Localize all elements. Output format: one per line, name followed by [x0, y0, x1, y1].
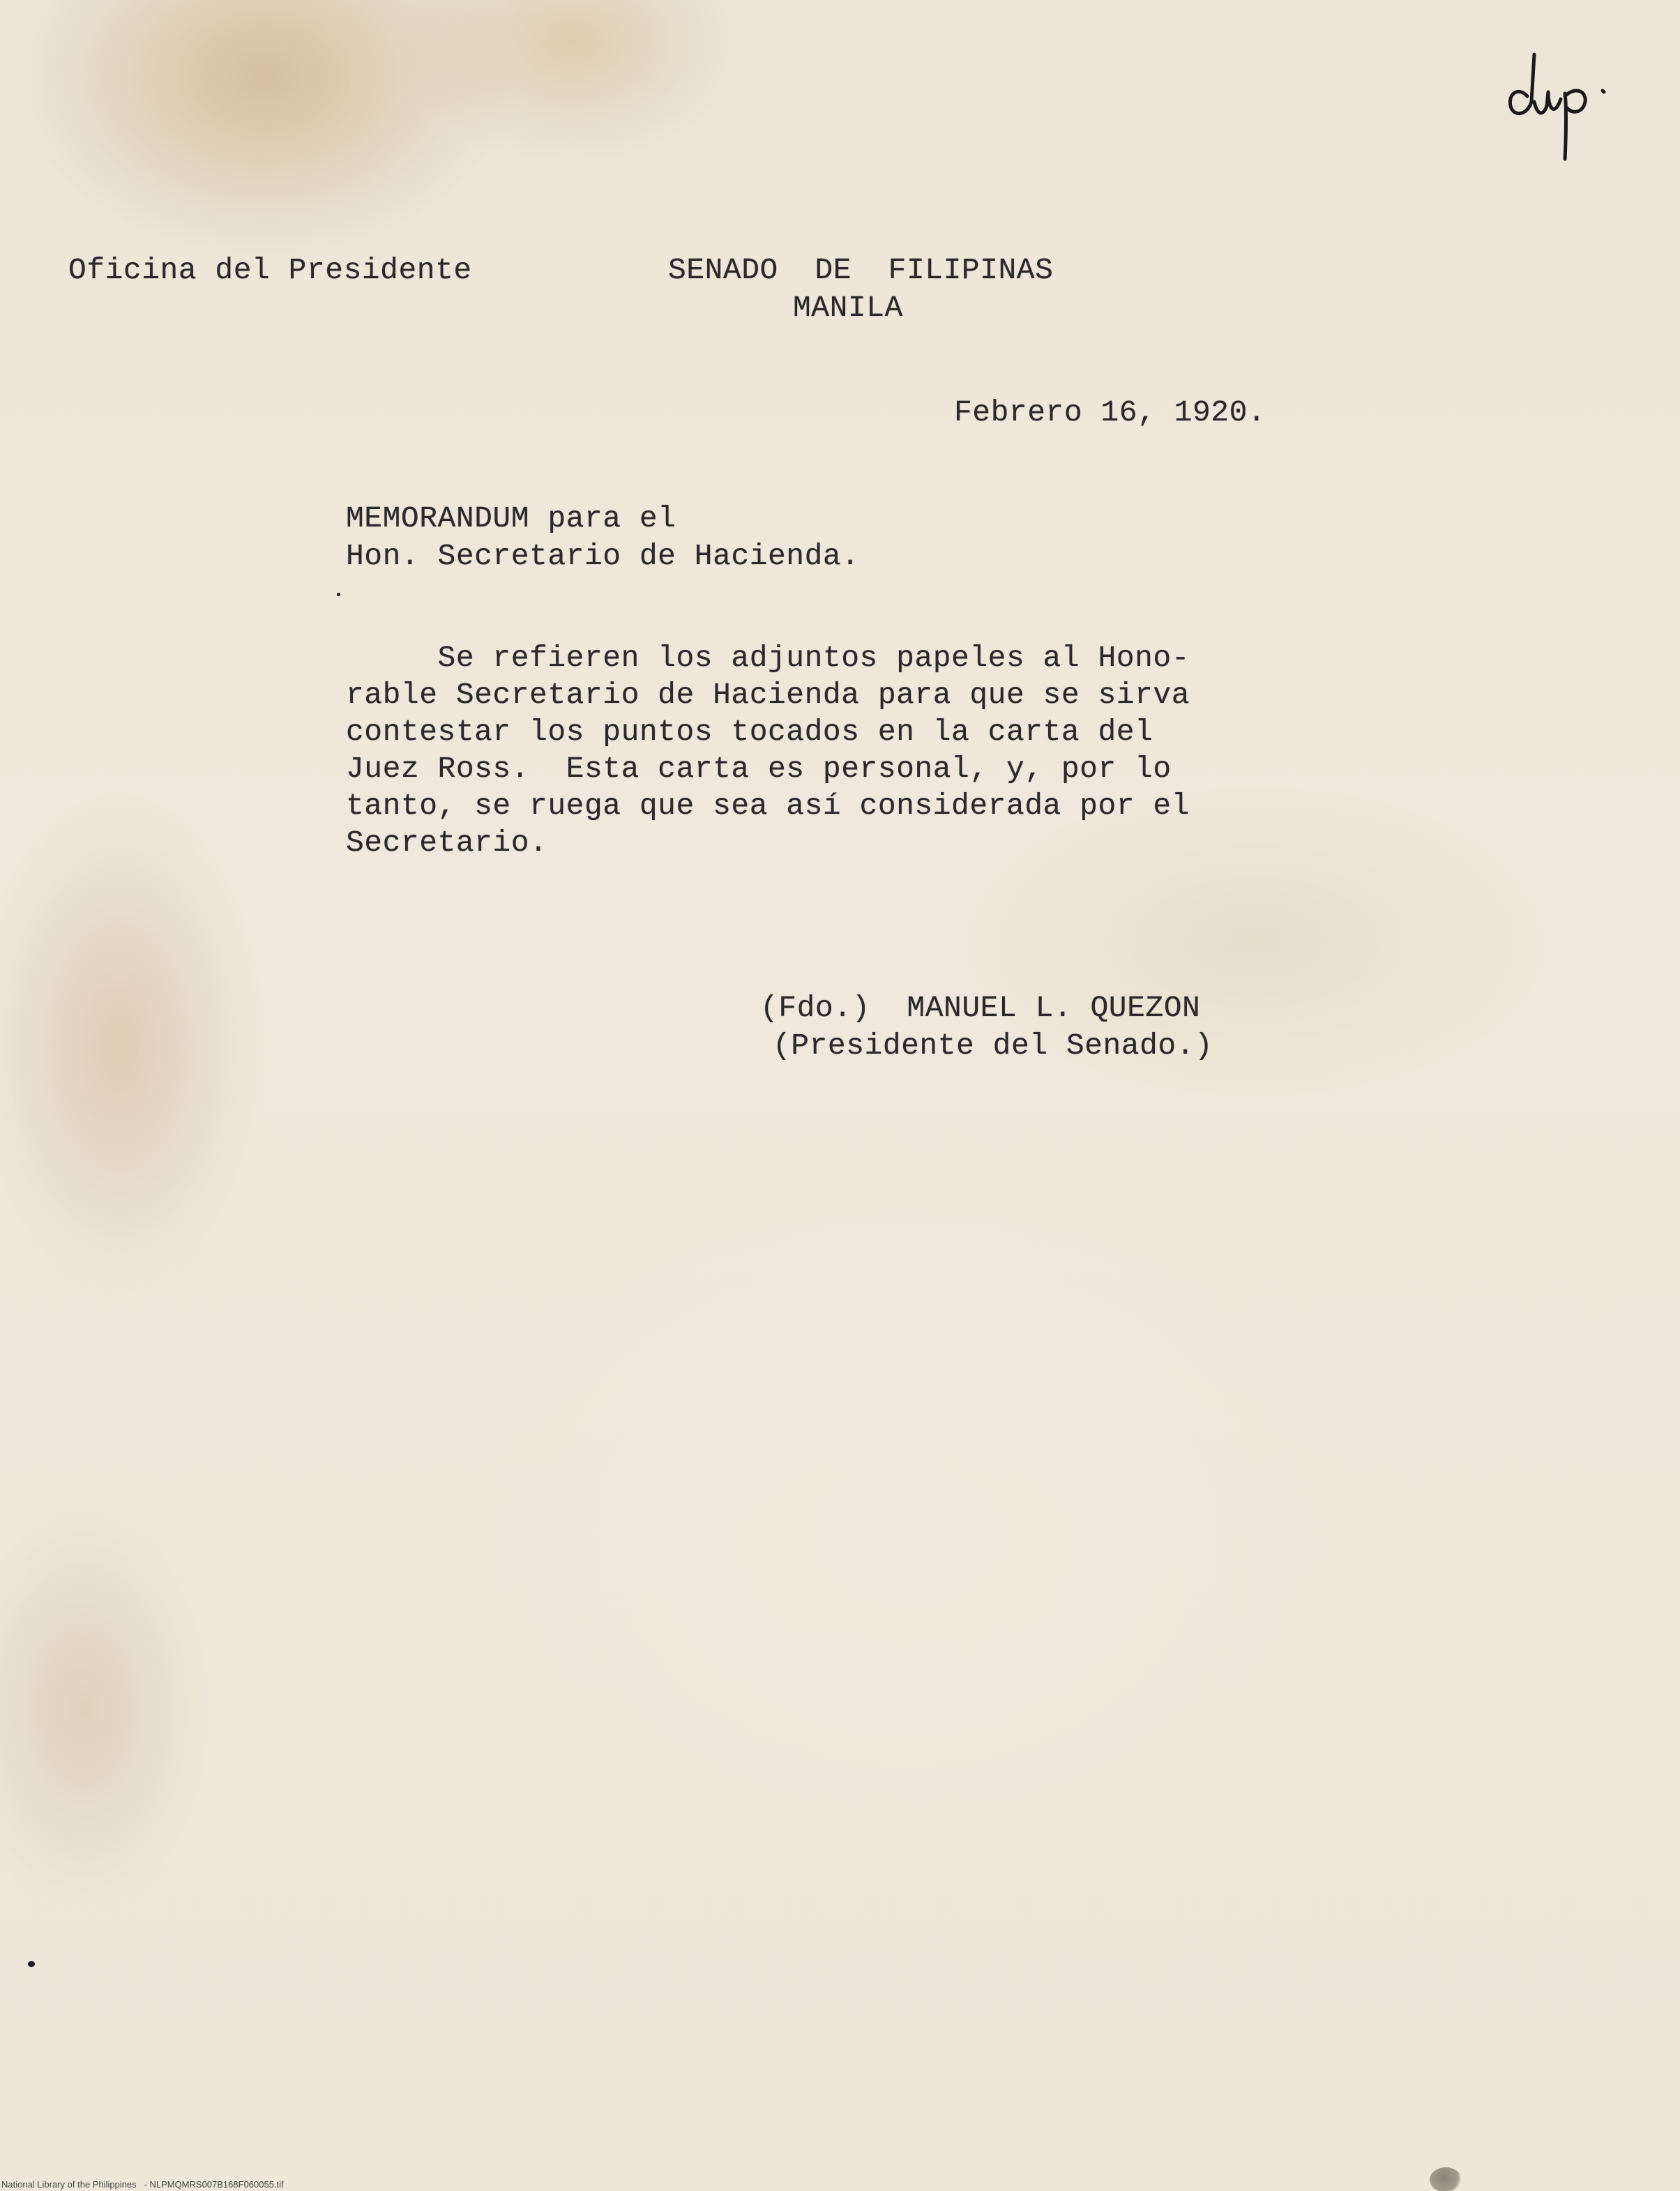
footer-archive: National Library of the Philippines	[1, 2179, 137, 2190]
letterhead-city: MANILA	[793, 291, 903, 325]
body-line-2: rable Secretario de Hacienda para que se sirva	[346, 678, 1190, 712]
memo-date: Febrero 16, 1920.	[954, 395, 1266, 430]
body-line-1: Se refieren los adjuntos papeles al Hono-	[346, 641, 1190, 675]
handwritten-dup-note	[1506, 47, 1611, 166]
addressee-line-1: MEMORANDUM para el	[346, 501, 676, 536]
letterhead-institution: SENADO DE FILIPINAS	[668, 253, 1054, 287]
letterhead-office: Oficina del Presidente	[68, 253, 472, 287]
body-line-6: Secretario.	[346, 826, 548, 860]
footer-file: NLPMQMRS007B168F060055.tif	[149, 2179, 284, 2190]
ink-speck	[337, 593, 340, 596]
archive-footer: National Library of the Philippines - NLPMQMRS007B168F060055.tif	[1, 2179, 284, 2190]
paper-hole	[1430, 2167, 1462, 2191]
body-line-4: Juez Ross. Esta carta es personal, y, por lo	[346, 752, 1172, 786]
ink-speck	[28, 1961, 35, 1967]
body-line-5: tanto, se ruega que sea así considerada por el	[346, 789, 1190, 823]
body-line-3: contestar los puntos tocados en la carta del	[346, 715, 1153, 749]
signature-line-2: (Presidente del Senado.)	[773, 1029, 1213, 1063]
addressee-line-2: Hon. Secretario de Hacienda.	[346, 539, 860, 573]
signature-line-1: (Fdo.) MANUEL L. QUEZON	[760, 991, 1201, 1025]
